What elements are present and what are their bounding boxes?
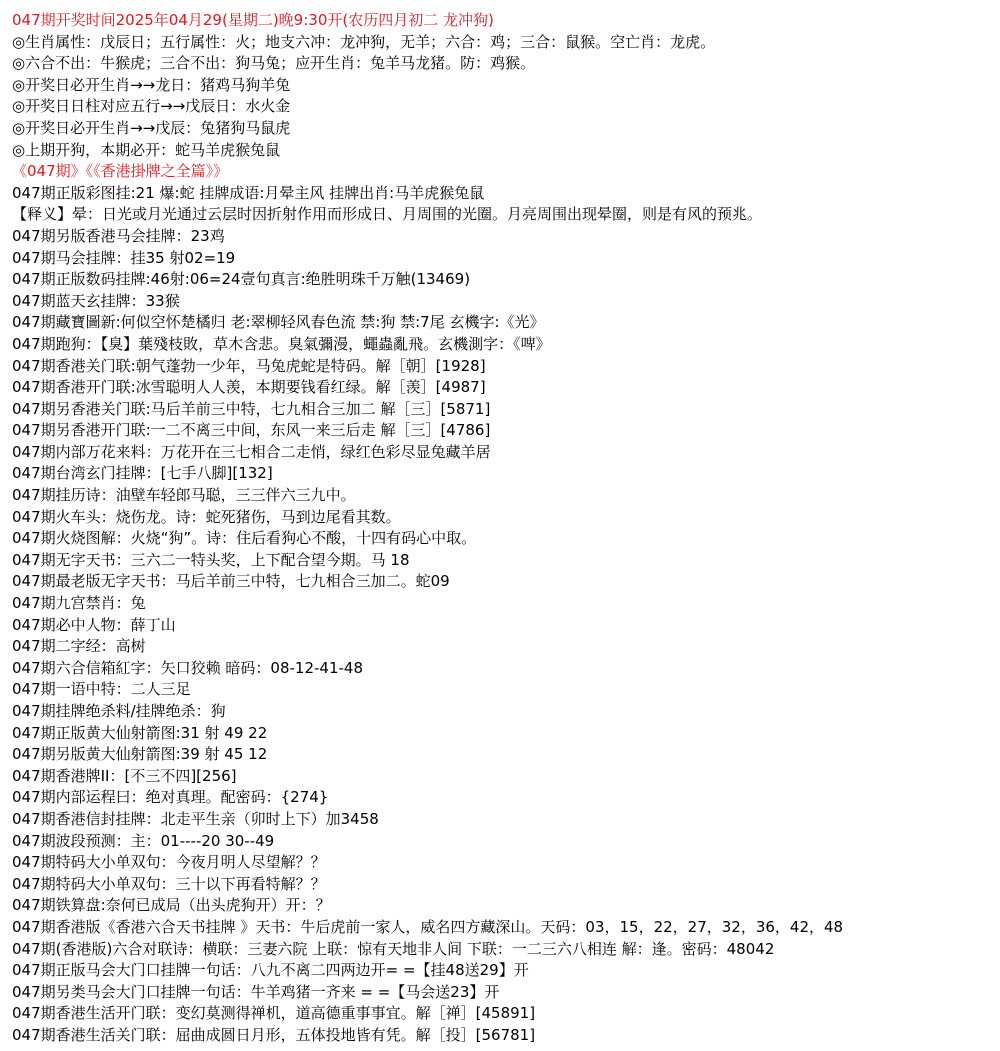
- text-line: 047期无字天书：三六二一特头奖，上下配合望今期。马 18: [12, 550, 410, 569]
- text-line: ◎上期开狗，本期必开：蛇马羊虎猴兔鼠: [12, 140, 281, 159]
- text-line: 047期藏寶圖新:何似空怀楚橘归 老:翠柳轻风春色流 禁:狗 禁:7尾 玄機字:《光》: [12, 313, 545, 332]
- text-line: 047期波段预测：主：01----20 30--49: [12, 831, 275, 850]
- text-line: 047期铁算盘:奈何已成局（出头虎狗开）开：？: [12, 896, 331, 915]
- text-line: 047期香港关门联:朝气蓬勃一少年，马兔虎蛇是特码。解［朝］[1928]: [12, 356, 486, 375]
- text-line: 047期开奖时间2025年04月29(星期二)晚9:30开(农历四月初二 龙冲狗): [12, 11, 494, 29]
- text-line: 047期正版黄大仙射箭图:31 射 49 22: [12, 723, 268, 742]
- text-line: 047期火烧图解：火烧“狗”。诗：住后看狗心不酸，十四有码心中取。: [12, 529, 477, 548]
- text-line: 047期另版黄大仙射箭图:39 射 45 12: [12, 745, 268, 764]
- text-line: 047期跑狗：【臭】葉殘枝敗，草木含悲。臭氣彌漫，蠅蟲亂飛。玄機測字：《啤》: [12, 334, 551, 353]
- text-line: 047期挂牌绝杀料/挂牌绝杀：狗: [12, 702, 226, 720]
- text-line: 047期香港牌II：[不三不四][256]: [12, 766, 237, 785]
- text-line: ◎开奖日日柱对应五行→→戊辰日：水火金: [12, 97, 291, 116]
- text-line: ◎生肖属性：戊辰日；五行属性：火；地支六冲：龙冲狗，无羊；六合：鸡；三合：鼠猴。空亡肖：龙虎。: [12, 32, 716, 51]
- text-line: 《047期》《《香港掛牌之全篇》》: [12, 162, 229, 181]
- text-line: 047期挂历诗：油壁车轻郎马聪，三三伴六三九中。: [12, 486, 356, 505]
- text-line: ◎六合不出：牛猴虎；三合不出：狗马兔；应开生肖：兔羊马龙猪。防：鸡猴。: [12, 54, 536, 73]
- text-line: 047期另香港关门联:马后羊前三中特，七九相合三加二 解［三］[5871]: [12, 399, 491, 418]
- text-line: 047期香港版《香港六合天书挂牌 》天书：牛后虎前一家人，威名四方藏深山。天码：03，15，22，27，32，36，42，48: [12, 917, 844, 936]
- text-line: 047期特码大小单双句：今夜月明人尽望解？？: [12, 853, 326, 872]
- text-line: 047期正版彩图挂:21 爆:蛇 挂牌成语:月晕主风 挂牌出肖:马羊虎猴兔鼠: [12, 183, 485, 202]
- text-line: 047期香港开门联:冰雪聪明人人羡，本期要钱看红绿。解［羡］[4987]: [12, 378, 486, 397]
- text-line: ◎开奖日必开生肖→→龙日：猪鸡马狗羊兔: [12, 75, 291, 94]
- text-line: 047期最老版无字天书：马后羊前三中特，七九相合三加二。蛇09: [12, 572, 450, 591]
- text-line: 047期香港生活关门联：屈曲成圆日月形，五体投地皆有凭。解［投］[56781]: [12, 1025, 536, 1044]
- text-line: 047期正版马会大门口挂牌一句话：八九不离二四两边开= =【挂48送29】开: [12, 961, 529, 980]
- text-line: ◎开奖日必开生肖→→戊辰：兔猪狗马鼠虎: [12, 118, 291, 137]
- text-line: 047期六合信箱紅字：矢口狡赖 暗码：08-12-41-48: [12, 658, 363, 677]
- text-line: 047期内部万花来料：万花开在三七相合二走悄，绿红色彩尽显兔藏羊居: [12, 442, 491, 461]
- text-line: 047期(香港版)六合对联诗：横联：三妻六院 上联：惊有天地非人间 下联：一二三六八相连 解：逢。密码：48042: [12, 939, 775, 958]
- text-line: 047期蓝天玄挂牌：33猴: [12, 291, 180, 310]
- text-line: 047期台湾玄门挂牌：[七手八脚][132]: [12, 464, 273, 483]
- text-line: 047期特码大小单双句：三十以下再看特解？？: [12, 874, 326, 893]
- text-line: 047期必中人物：薛丁山: [12, 615, 176, 634]
- text-line: 047期内部运程曰：绝对真理。配密码：{274}: [12, 788, 329, 807]
- text-line: 047期香港生活开门联：变幻莫测得禅机，道高德重事事宜。解［禅］[45891]: [12, 1004, 536, 1023]
- text-line: 【释义】晕：日光或月光通过云层时因折射作用而形成日、月周围的光圈。月亮周围出现晕圈，则是有风的预兆。: [12, 205, 763, 224]
- text-line: 047期二字经：高树: [12, 637, 146, 656]
- text-line: 047期另香港开门联:一二不离三中间，东风一来三后走 解［三］[4786]: [12, 421, 491, 440]
- text-line: 047期另类马会大门口挂牌一句话：牛羊鸡猪一齐来 = =【马会送23】开: [12, 982, 500, 1001]
- text-line: 047期九宫禁肖：兔: [12, 594, 146, 613]
- text-line: 047期香港信封挂牌：北走平生亲（卯时上下）加3458: [12, 809, 379, 828]
- text-line: 047期正版数码挂牌:46射:06=24壹句真言:绝胜明珠千万触(13469): [12, 270, 471, 289]
- text-line: 047期另版香港马会挂牌：23鸡: [12, 226, 225, 245]
- text-line: 047期一语中特：二人三足: [12, 680, 191, 699]
- text-line: 047期马会挂牌：挂35 射02=19: [12, 248, 236, 267]
- text-line: 047期火车头：烧伤龙。诗：蛇死猪伤，马到边尾看其数。: [12, 507, 401, 526]
